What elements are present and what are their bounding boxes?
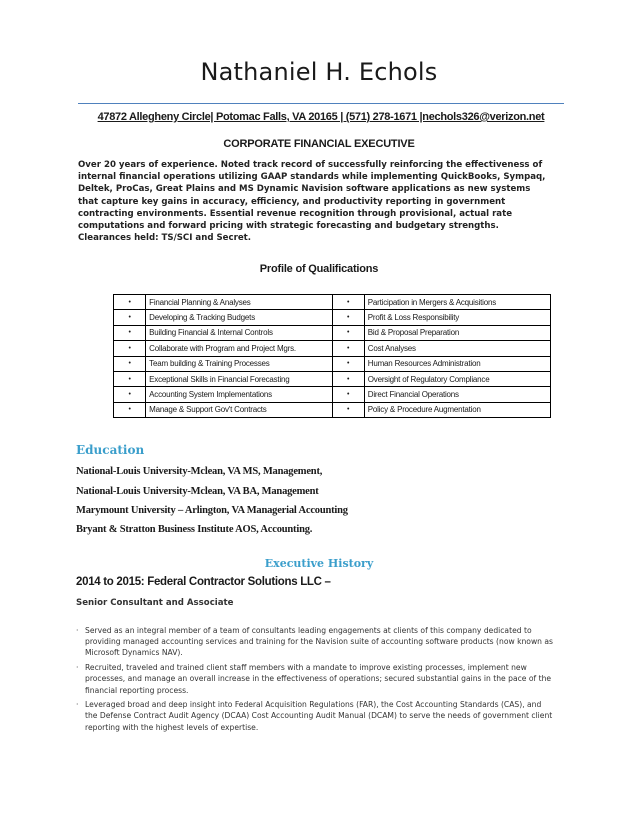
contact-line: 47872 Allegheny Circle| Potomac Falls, VA 20165 | (571) 278-1671 |nechols326@verizon.net <box>97 111 545 123</box>
qualification-right: Oversight of Regulatory Compliance <box>364 371 550 386</box>
bullet-icon: • <box>332 295 364 310</box>
bullet-icon: · <box>76 626 79 635</box>
bullet-icon: • <box>332 356 364 371</box>
qualification-right: Participation in Mergers & Acquisitions <box>364 295 550 310</box>
summary-paragraph: Over 20 years of experience. Noted track record of successfully reinforcing the effectiveness of internal financial operations utilizing GAAP standards while implementing QuickBooks, Sympaq, Deltek, ProCas, Great Plains and MS Dynamic Navision software applications as new systems that capture key gains in accuracy, efficiency, and productivity reporting in government contracting environments. Essential revenue recognition through provisional, actual rate computations and forward pricing with strategic forecasting and budgetary strengths. Clearances held: TS/SCI and Secret. <box>78 160 546 244</box>
professional-title: CORPORATE FINANCIAL EXECUTIVE <box>223 138 415 150</box>
job-role: Senior Consultant and Associate <box>76 598 234 608</box>
qualification-left: Exceptional Skills in Financial Forecasting <box>146 371 332 386</box>
qualification-right: Cost Analyses <box>364 341 550 356</box>
job-bullets <box>76 625 556 736</box>
job-bullet <box>76 699 556 733</box>
job-bullet-text: Served as an integral member of a team of consultants leading engagements at clients of this company dedicated to providing managed accounting services and training for the Navision suite of accounting software products (now known as Microsoft Dynamics NAV). <box>85 626 554 658</box>
bullet-icon: · <box>76 663 79 673</box>
bullet-icon: • <box>114 341 146 356</box>
bullet-icon: • <box>332 387 364 402</box>
qualification-row <box>114 402 551 417</box>
qualification-row <box>114 310 551 325</box>
qualification-right: Direct Financial Operations <box>364 387 550 402</box>
bullet-icon: • <box>114 295 146 310</box>
bullet-icon: • <box>332 341 364 356</box>
job-bullet-text: Recruited, traveled and trained client staff members with a mandate to improve existing processes, implement new processes, and manage an overall increase in the effectiveness of operations; secured substantial gains in the pace of the financial reporting process. <box>85 663 552 695</box>
bullet-icon: • <box>114 402 146 417</box>
qualification-right: Human Resources Administration <box>364 356 550 371</box>
qualification-left: Team building & Training Processes <box>146 356 332 371</box>
header-divider <box>78 103 564 104</box>
job-bullet <box>76 662 556 696</box>
job-bullet-text: Leveraged broad and deep insight into Federal Acquisition Regulations (FAR), the Cost Accounting Standards (CAS), and the Defense Contract Audit Agency (DCAA) Cost Accounting Audit Manual (DCAM) to serve the needs of government client reporting with the highest levels of expertise. <box>85 700 553 732</box>
qualification-row <box>114 387 551 402</box>
qualification-left: Building Financial & Internal Controls <box>146 325 332 340</box>
qualification-left: Collaborate with Program and Project Mgrs. <box>146 341 332 356</box>
qualification-right: Policy & Procedure Augmentation <box>364 402 550 417</box>
qualification-left: Manage & Support Gov't Contracts <box>146 402 332 417</box>
qualification-row <box>114 295 551 310</box>
bullet-icon: • <box>332 325 364 340</box>
qualification-left: Accounting System Implementations <box>146 387 332 402</box>
qualification-right: Bid & Proposal Preparation <box>364 325 550 340</box>
executive-history-heading: Executive History <box>264 557 374 570</box>
education-entry: National-Louis University-Mclean, VA BA, Management <box>76 486 319 497</box>
bullet-icon: • <box>332 371 364 386</box>
qualification-left: Developing & Tracking Budgets <box>146 310 332 325</box>
bullet-icon: • <box>114 371 146 386</box>
profile-heading: Profile of Qualifications <box>259 263 379 275</box>
qualification-row <box>114 356 551 371</box>
qualification-row <box>114 371 551 386</box>
qualification-row <box>114 325 551 340</box>
qualification-right: Profit & Loss Responsibility <box>364 310 550 325</box>
qualifications-table <box>113 294 551 418</box>
bullet-icon: • <box>114 310 146 325</box>
bullet-icon: · <box>76 700 79 710</box>
job-bullet <box>76 625 556 659</box>
bullet-icon: • <box>332 402 364 417</box>
bullet-icon: • <box>332 310 364 325</box>
bullet-icon: • <box>114 387 146 402</box>
candidate-name: Nathaniel H. Echols <box>200 58 438 86</box>
qualification-left: Financial Planning & Analyses <box>146 295 332 310</box>
education-entry: Marymount University – Arlington, VA Managerial Accounting <box>76 505 348 516</box>
education-heading: Education <box>76 443 145 457</box>
qualification-row <box>114 341 551 356</box>
bullet-icon: • <box>114 356 146 371</box>
education-entry: National-Louis University-Mclean, VA MS, Management, <box>76 466 323 477</box>
education-entry: Bryant & Stratton Business Institute AOS, Accounting. <box>76 524 313 535</box>
job-period-company: 2014 to 2015: Federal Contractor Solutions LLC – <box>76 576 331 588</box>
bullet-icon: • <box>114 325 146 340</box>
